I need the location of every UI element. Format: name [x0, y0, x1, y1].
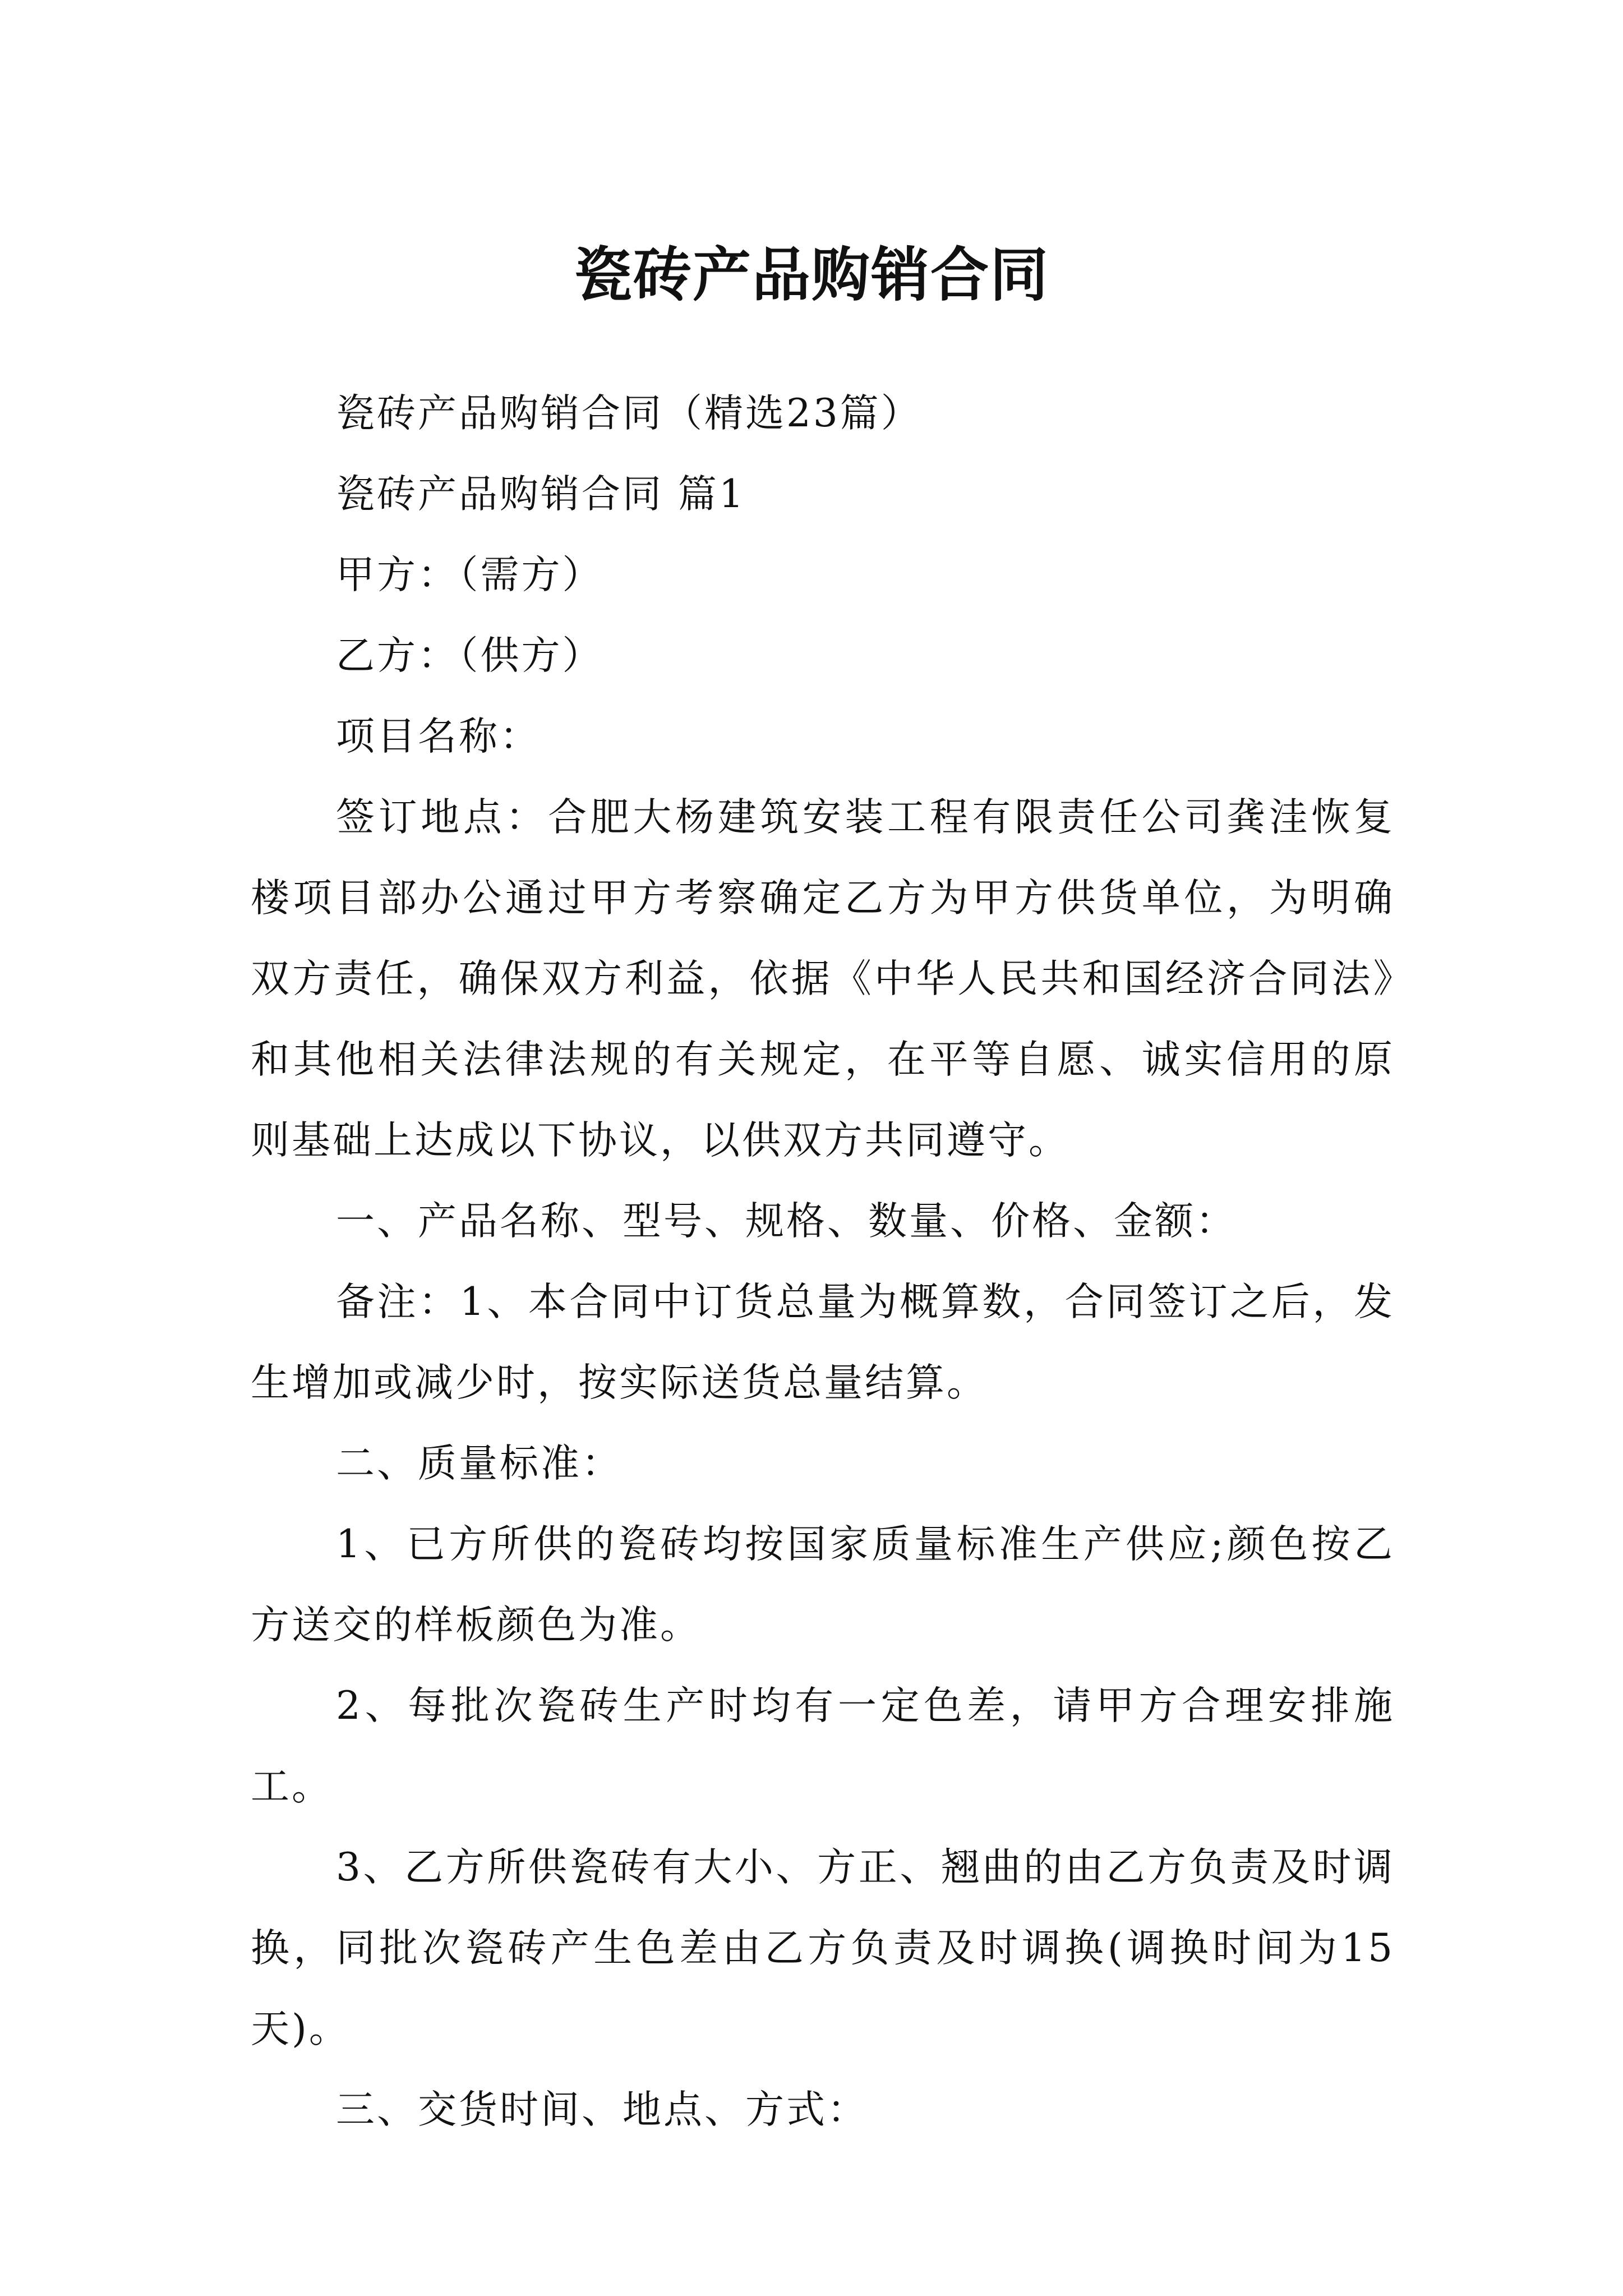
- paragraph-collection-title: 瓷砖产品购销合同（精选23篇）: [336, 391, 922, 436]
- paragraph-project-name: 项目名称：: [336, 714, 541, 759]
- document-title: 瓷砖产品购销合同: [573, 240, 1049, 309]
- paragraph-remark: 备注：1、本合同中订货总量为概算数，合同签订之后，发生增加或减少时，按实际送货总量结算。: [251, 1280, 1395, 1405]
- paragraph-clause-1-heading: 一、产品名称、型号、规格、数量、价格、金额：: [336, 1199, 1237, 1244]
- paragraph-clause-3-heading: 三、交货时间、地点、方式：: [336, 2087, 868, 2132]
- paragraph-clause-2-heading: 二、质量标准：: [336, 1441, 623, 1486]
- paragraph-section-heading: 瓷砖产品购销合同 篇1: [336, 472, 746, 517]
- paragraph-quality-3: 3、乙方所供瓷砖有大小、方正、翘曲的由乙方负责及时调换，同批次瓷砖产生色差由乙方负责及时调换(调换时间为15天)。: [251, 1845, 1395, 2051]
- paragraph-party-b: 乙方：（供方）: [336, 633, 603, 678]
- paragraph-quality-2: 2、每批次瓷砖生产时均有一定色差，请甲方合理安排施工。: [251, 1683, 1395, 1809]
- paragraph-quality-1: 1、已方所供的瓷砖均按国家质量标准生产供应;颜色按乙方送交的样板颜色为准。: [251, 1522, 1395, 1648]
- paragraph-party-a: 甲方：（需方）: [336, 553, 603, 597]
- document-body: [251, 373, 1395, 2150]
- paragraph-signing-place: 签订地点：合肥大杨建筑安装工程有限责任公司龚洼恢复楼项目部办公通过甲方考察确定乙方为甲方供货单位，为明确双方责任，确保双方利益，依据《中华人民共和国经济合同法》和其他相关法律法规的有关规定，在平等自愿、诚实信用的原则基础上达成以下协议，以供双方共同遵守。: [251, 795, 1395, 1163]
